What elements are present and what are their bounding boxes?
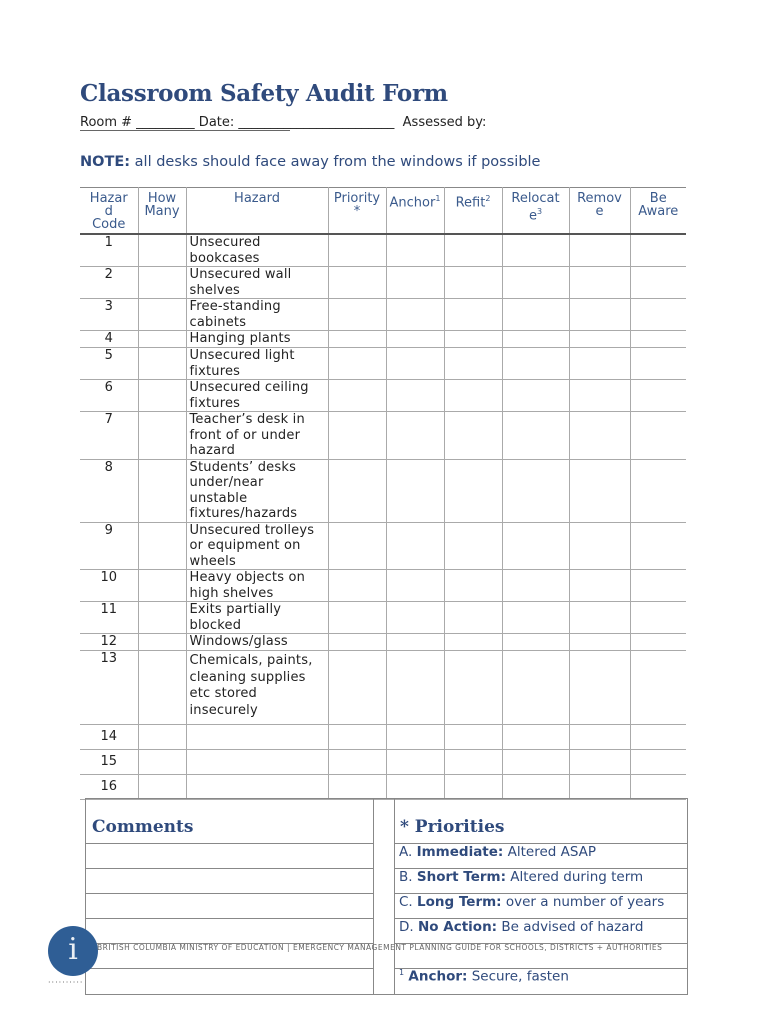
checkbox-cell[interactable] bbox=[569, 267, 630, 299]
checkbox-cell[interactable] bbox=[386, 602, 444, 634]
checkbox-cell[interactable] bbox=[502, 267, 569, 299]
checkbox-cell[interactable] bbox=[569, 459, 630, 522]
checkbox-cell[interactable] bbox=[138, 634, 186, 651]
checkbox-cell[interactable] bbox=[569, 651, 630, 725]
checkbox-cell[interactable] bbox=[630, 634, 686, 651]
comment-line-1 bbox=[86, 843, 373, 844]
checkbox-cell[interactable] bbox=[138, 299, 186, 331]
checkbox-cell[interactable] bbox=[386, 750, 444, 775]
checkbox-cell[interactable] bbox=[444, 750, 502, 775]
checkbox-cell[interactable] bbox=[328, 634, 386, 651]
hazard-code-cell: 5 bbox=[80, 348, 138, 380]
checkbox-cell[interactable] bbox=[630, 380, 686, 412]
room-date-assessor-line: Room # _________ Date: ________________________ Assessed by: bbox=[80, 115, 487, 130]
hazard-description-cell: Students’ desks under/near unstable fixtures/hazards bbox=[186, 459, 328, 522]
hazard-code-cell: 6 bbox=[80, 380, 138, 412]
comment-line-3 bbox=[86, 893, 373, 894]
checkbox-cell[interactable] bbox=[569, 234, 630, 267]
checkbox-cell[interactable] bbox=[502, 234, 569, 267]
checkbox-cell[interactable] bbox=[569, 380, 630, 412]
table-row bbox=[80, 412, 686, 460]
checkbox-cell[interactable] bbox=[138, 331, 186, 348]
hazard-code-cell: 10 bbox=[80, 570, 138, 602]
hazard-description-cell: Windows/glass bbox=[186, 634, 328, 651]
checkbox-cell[interactable] bbox=[328, 775, 386, 800]
checkbox-cell[interactable] bbox=[138, 380, 186, 412]
table-row bbox=[80, 775, 686, 800]
checkbox-cell[interactable] bbox=[569, 299, 630, 331]
checkbox-cell[interactable] bbox=[502, 725, 569, 750]
column-header: Relocat $e^3$ bbox=[502, 188, 569, 235]
hazard-code-cell: 9 bbox=[80, 522, 138, 570]
checkbox-cell[interactable] bbox=[386, 651, 444, 725]
checkbox-cell[interactable] bbox=[630, 602, 686, 634]
checkbox-cell[interactable] bbox=[386, 234, 444, 267]
table-row bbox=[80, 602, 686, 634]
checkbox-cell[interactable] bbox=[502, 459, 569, 522]
hazard-description-cell: Unsecured ceiling fixtures bbox=[186, 380, 328, 412]
checkbox-cell[interactable] bbox=[502, 570, 569, 602]
checkbox-cell[interactable] bbox=[328, 299, 386, 331]
comment-line-6 bbox=[86, 968, 373, 969]
checkbox-cell[interactable] bbox=[444, 348, 502, 380]
checkbox-cell[interactable] bbox=[444, 234, 502, 267]
checkbox-cell[interactable] bbox=[569, 602, 630, 634]
checkbox-cell[interactable] bbox=[386, 267, 444, 299]
checkbox-cell[interactable] bbox=[502, 299, 569, 331]
hazard-code-cell: 12 bbox=[80, 634, 138, 651]
checkbox-cell[interactable] bbox=[328, 725, 386, 750]
checkbox-cell[interactable] bbox=[502, 522, 569, 570]
hazard-description-cell: Free-standing cabinets bbox=[186, 299, 328, 331]
checkbox-cell[interactable] bbox=[630, 570, 686, 602]
checkbox-cell[interactable] bbox=[328, 331, 386, 348]
hazard-code-cell: 11 bbox=[80, 602, 138, 634]
checkbox-cell[interactable] bbox=[444, 634, 502, 651]
checkbox-cell[interactable] bbox=[630, 234, 686, 267]
checkbox-cell[interactable] bbox=[386, 412, 444, 460]
checkbox-cell[interactable] bbox=[328, 348, 386, 380]
checkbox-cell[interactable] bbox=[138, 522, 186, 570]
priority-item-c: C. Long Term: over a number of years bbox=[399, 894, 665, 910]
checkbox-cell[interactable] bbox=[386, 775, 444, 800]
comments-priorities-box bbox=[85, 798, 688, 995]
table-row bbox=[80, 570, 686, 602]
table-row bbox=[80, 348, 686, 380]
checkbox-cell[interactable] bbox=[138, 602, 186, 634]
checkbox-cell[interactable] bbox=[138, 234, 186, 267]
ministry-logo bbox=[48, 926, 98, 976]
hazard-description-cell: Hanging plants bbox=[186, 331, 328, 348]
table-row bbox=[80, 331, 686, 348]
column-header: Hazar d Code bbox=[80, 188, 138, 235]
footer-text: BRITISH COLUMBIA MINISTRY OF EDUCATION | EMERGENCY MANAGEMENT PLANNING GUIDE FOR SCHOOLS, DISTRICTS + AUTHORITIES bbox=[97, 943, 663, 952]
column-header: Hazard bbox=[186, 188, 328, 235]
checkbox-cell[interactable] bbox=[444, 570, 502, 602]
hazard-description-cell bbox=[186, 775, 328, 800]
checkbox-cell[interactable] bbox=[138, 348, 186, 380]
column-header: Anchor$^1$ bbox=[386, 188, 444, 235]
checkbox-cell[interactable] bbox=[569, 348, 630, 380]
checkbox-cell[interactable] bbox=[630, 412, 686, 460]
box-divider bbox=[373, 799, 395, 994]
checkbox-cell[interactable] bbox=[444, 651, 502, 725]
checkbox-cell[interactable] bbox=[444, 775, 502, 800]
checkbox-cell[interactable] bbox=[502, 331, 569, 348]
checkbox-cell[interactable] bbox=[502, 412, 569, 460]
hazard-description-cell: Exits partially blocked bbox=[186, 602, 328, 634]
hazard-code-cell: 15 bbox=[80, 750, 138, 775]
hazard-description-cell bbox=[186, 750, 328, 775]
checkbox-cell[interactable] bbox=[569, 725, 630, 750]
comments-title: Comments bbox=[92, 817, 194, 837]
hazard-description-cell: Unsecured wall shelves bbox=[186, 267, 328, 299]
table-row bbox=[80, 267, 686, 299]
hazard-description-cell: Heavy objects on high shelves bbox=[186, 570, 328, 602]
checkbox-cell[interactable] bbox=[328, 459, 386, 522]
checkbox-cell[interactable] bbox=[444, 459, 502, 522]
checkbox-cell[interactable] bbox=[569, 775, 630, 800]
hazard-code-cell: 2 bbox=[80, 267, 138, 299]
hazard-code-cell: 1 bbox=[80, 234, 138, 267]
checkbox-cell[interactable] bbox=[630, 750, 686, 775]
logo-dots: ·········· bbox=[48, 978, 84, 987]
checkbox-cell[interactable] bbox=[328, 412, 386, 460]
checkbox-cell[interactable] bbox=[138, 570, 186, 602]
checkbox-cell[interactable] bbox=[569, 750, 630, 775]
checkbox-cell[interactable] bbox=[138, 459, 186, 522]
checkbox-cell[interactable] bbox=[502, 775, 569, 800]
checkbox-cell[interactable] bbox=[569, 522, 630, 570]
checkbox-cell[interactable] bbox=[630, 725, 686, 750]
column-header: How Many bbox=[138, 188, 186, 235]
column-header: Refit$^2$ bbox=[444, 188, 502, 235]
note-line bbox=[80, 154, 540, 170]
checkbox-cell[interactable] bbox=[444, 331, 502, 348]
checkbox-cell[interactable] bbox=[138, 651, 186, 725]
checkbox-cell[interactable] bbox=[444, 725, 502, 750]
checkbox-cell[interactable] bbox=[138, 725, 186, 750]
checkbox-cell[interactable] bbox=[386, 380, 444, 412]
checkbox-cell[interactable] bbox=[444, 380, 502, 412]
checkbox-cell[interactable] bbox=[138, 412, 186, 460]
table-row bbox=[80, 522, 686, 570]
checkbox-cell[interactable] bbox=[138, 775, 186, 800]
table-row bbox=[80, 459, 686, 522]
table-row bbox=[80, 380, 686, 412]
anchor-footnote: $^1$ Anchor: Secure, fasten bbox=[399, 968, 569, 985]
info-icon: i bbox=[68, 932, 78, 967]
checkbox-cell[interactable] bbox=[630, 299, 686, 331]
checkbox-cell[interactable] bbox=[630, 331, 686, 348]
checkbox-cell[interactable] bbox=[502, 348, 569, 380]
hazard-code-cell: 7 bbox=[80, 412, 138, 460]
comment-line-2 bbox=[86, 868, 373, 869]
checkbox-cell[interactable] bbox=[386, 522, 444, 570]
checkbox-cell[interactable] bbox=[328, 234, 386, 267]
priority-item-d: D. No Action: Be advised of hazard bbox=[399, 919, 644, 935]
checkbox-cell[interactable] bbox=[630, 459, 686, 522]
checkbox-cell[interactable] bbox=[328, 570, 386, 602]
table-row bbox=[80, 299, 686, 331]
table-row bbox=[80, 725, 686, 750]
hazard-description-cell bbox=[186, 725, 328, 750]
checkbox-cell[interactable] bbox=[630, 651, 686, 725]
table-row bbox=[80, 750, 686, 775]
checkbox-cell[interactable] bbox=[386, 348, 444, 380]
hazard-code-cell: 3 bbox=[80, 299, 138, 331]
note-text: all desks should face away from the windows if possible bbox=[130, 154, 541, 170]
checkbox-cell[interactable] bbox=[630, 267, 686, 299]
checkbox-cell[interactable] bbox=[328, 651, 386, 725]
comment-line-4 bbox=[86, 918, 373, 919]
priority-item-b: B. Short Term: Altered during term bbox=[399, 869, 644, 885]
table-row bbox=[80, 234, 686, 267]
checkbox-cell[interactable] bbox=[444, 299, 502, 331]
checkbox-cell[interactable] bbox=[630, 775, 686, 800]
checkbox-cell[interactable] bbox=[502, 651, 569, 725]
hazard-code-cell: 8 bbox=[80, 459, 138, 522]
form-title: Classroom Safety Audit Form bbox=[80, 80, 448, 107]
checkbox-cell[interactable] bbox=[386, 570, 444, 602]
table-row bbox=[80, 651, 686, 725]
checkbox-cell[interactable] bbox=[569, 412, 630, 460]
checkbox-cell[interactable] bbox=[386, 331, 444, 348]
hazard-description-cell: Chemicals, paints, cleaning supplies etc stored insecurely bbox=[186, 651, 328, 725]
checkbox-cell[interactable] bbox=[444, 267, 502, 299]
priorities-title: * Priorities bbox=[400, 817, 505, 837]
checkbox-cell[interactable] bbox=[444, 602, 502, 634]
checkbox-cell[interactable] bbox=[502, 750, 569, 775]
checkbox-cell[interactable] bbox=[386, 299, 444, 331]
checkbox-cell[interactable] bbox=[569, 331, 630, 348]
hazard-description-cell: Teacher’s desk in front of or under hazard bbox=[186, 412, 328, 460]
checkbox-cell[interactable] bbox=[328, 267, 386, 299]
column-header: Priority * bbox=[328, 188, 386, 235]
checkbox-cell[interactable] bbox=[502, 380, 569, 412]
checkbox-cell[interactable] bbox=[138, 750, 186, 775]
column-header: Be Aware bbox=[630, 188, 686, 235]
checkbox-cell[interactable] bbox=[630, 522, 686, 570]
table-header-row bbox=[80, 188, 686, 235]
hazard-code-cell: 4 bbox=[80, 331, 138, 348]
checkbox-cell[interactable] bbox=[444, 522, 502, 570]
checkbox-cell[interactable] bbox=[569, 634, 630, 651]
checkbox-cell[interactable] bbox=[386, 725, 444, 750]
note-label: NOTE: bbox=[80, 154, 131, 170]
checkbox-cell[interactable] bbox=[328, 380, 386, 412]
checkbox-cell[interactable] bbox=[386, 459, 444, 522]
priority-item-a: A. Immediate: Altered ASAP bbox=[399, 844, 597, 860]
hazard-code-cell: 16 bbox=[80, 775, 138, 800]
checkbox-cell[interactable] bbox=[328, 522, 386, 570]
checkbox-cell[interactable] bbox=[502, 634, 569, 651]
checkbox-cell[interactable] bbox=[502, 602, 569, 634]
hazard-description-cell: Unsecured bookcases bbox=[186, 234, 328, 267]
checkbox-cell[interactable] bbox=[328, 750, 386, 775]
checkbox-cell[interactable] bbox=[569, 570, 630, 602]
hazard-description-cell: Unsecured light fixtures bbox=[186, 348, 328, 380]
checkbox-cell[interactable] bbox=[444, 412, 502, 460]
hazard-table bbox=[80, 187, 686, 800]
hazard-description-cell: Unsecured trolleys or equipment on wheels bbox=[186, 522, 328, 570]
checkbox-cell[interactable] bbox=[630, 348, 686, 380]
column-header: Remov e bbox=[569, 188, 630, 235]
hazard-code-cell: 14 bbox=[80, 725, 138, 750]
table-row bbox=[80, 634, 686, 651]
assessor-underline bbox=[80, 130, 290, 131]
hazard-code-cell: 13 bbox=[80, 651, 138, 725]
checkbox-cell[interactable] bbox=[328, 602, 386, 634]
checkbox-cell[interactable] bbox=[386, 634, 444, 651]
checkbox-cell[interactable] bbox=[138, 267, 186, 299]
